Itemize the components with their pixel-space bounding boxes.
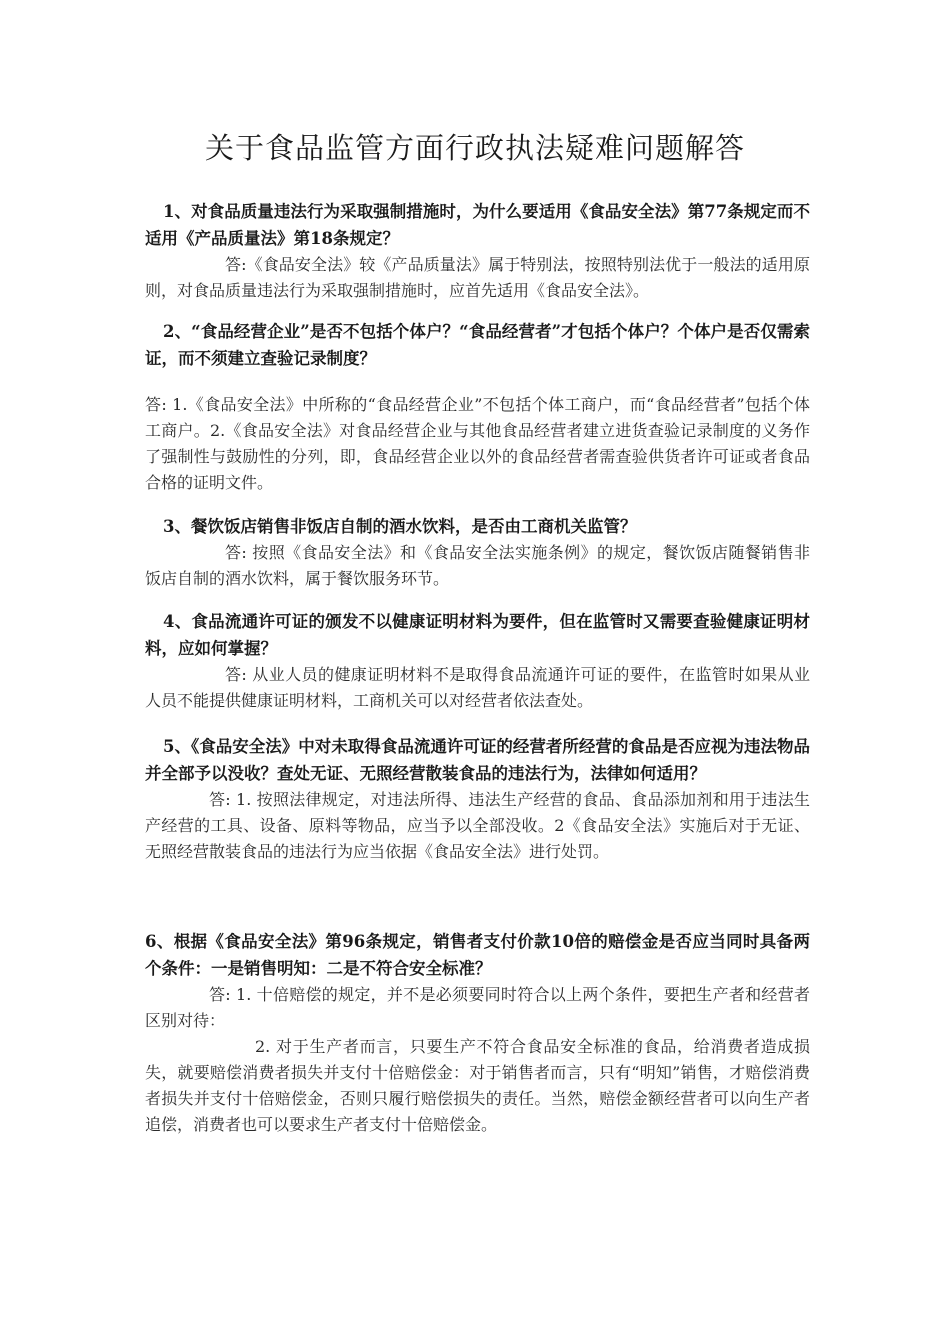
answer-6-part-2: 2. 对于生产者而言，只要生产不符合食品安全标准的食品，给消费者造成损失，就要赔偿消费者损失并支付十倍赔偿金：对于销售者而言，只有“明知”销售，才赔偿消费者损失并支付十倍赔偿金，否则只履行赔偿损失的责任。当然，赔偿金额经营者可以向生产者追偿，消费者也可以要求生产者支付十倍赔偿金。 <box>145 1037 810 1134</box>
answer-6-part-1: 答: 1. 十倍赔偿的规定，并不是必须要同时符合以上两个条件，要把生产者和经营者区别对待： <box>145 985 810 1030</box>
qa-item-5 <box>145 733 810 865</box>
qa-item-1 <box>145 198 810 304</box>
question-6: 6、根据《食品安全法》第96条规定，销售者支付价款10倍的赔偿金是否应当同时具备两个条件：一是销售明知：二是不符合安全标准？ <box>145 932 810 978</box>
qa-item-2 <box>145 318 810 496</box>
qa-item-3 <box>145 513 810 592</box>
qa-item-4 <box>145 608 810 714</box>
qa-item-6 <box>145 928 810 1138</box>
answer-5: 答: 1. 按照法律规定，对违法所得、违法生产经营的食品、食品添加剂和用于违法生产经营的工具、设备、原料等物品，应当予以全部没收。2《食品安全法》实施后对于无证、无照经营散装食品的违法行为应当依据《食品安全法》进行处罚。 <box>145 790 810 861</box>
question-2: 2、“食品经营企业”是否不包括个体户？“食品经营者”才包括个体户？个体户是否仅需索证，而不须建立查验记录制度？ <box>145 322 810 368</box>
answer-1: 答:《食品安全法》较《产品质量法》属于特别法，按照特别法优于一般法的适用原则，对食品质量违法行为采取强制措施时，应首先适用《食品安全法》。 <box>145 255 810 300</box>
question-3: 3、餐饮饭店销售非饭店自制的酒水饮料，是否由工商机关监管？ <box>163 517 637 536</box>
question-1: 1、对食品质量违法行为采取强制措施时，为什么要适用《食品安全法》第77条规定而不适用《产品质量法》第18条规定？ <box>145 202 810 248</box>
question-5: 5、《食品安全法》中对未取得食品流通许可证的经营者所经营的食品是否应视为违法物品并全部予以没收？查处无证、无照经营散装食品的违法行为，法律如何适用？ <box>145 737 810 783</box>
answer-2: 答: 1.《食品安全法》中所称的“食品经营企业”不包括个体工商户，而“食品经营者”包括个体工商户。2.《食品安全法》对食品经营企业与其他食品经营者建立进货查验记录制度的义务作了强制性与鼓励性的分列，即，食品经营企业以外的食品经营者需查验供货者许可证或者食品合格的证明文件。 <box>145 395 810 492</box>
answer-4: 答: 从业人员的健康证明材料不是取得食品流通许可证的要件，在监管时如果从业人员不能提供健康证明材料，工商机关可以对经营者依法查处。 <box>145 665 810 710</box>
question-4: 4、食品流通许可证的颁发不以健康证明材料为要件，但在监管时又需要查验健康证明材料，应如何掌握？ <box>145 612 810 658</box>
document-title: 关于食品监管方面行政执法疑难问题解答 <box>204 131 745 165</box>
answer-3: 答: 按照《食品安全法》和《食品安全法实施条例》的规定，餐饮饭店随餐销售非饭店自制的酒水饮料，属于餐饮服务环节。 <box>145 543 810 588</box>
